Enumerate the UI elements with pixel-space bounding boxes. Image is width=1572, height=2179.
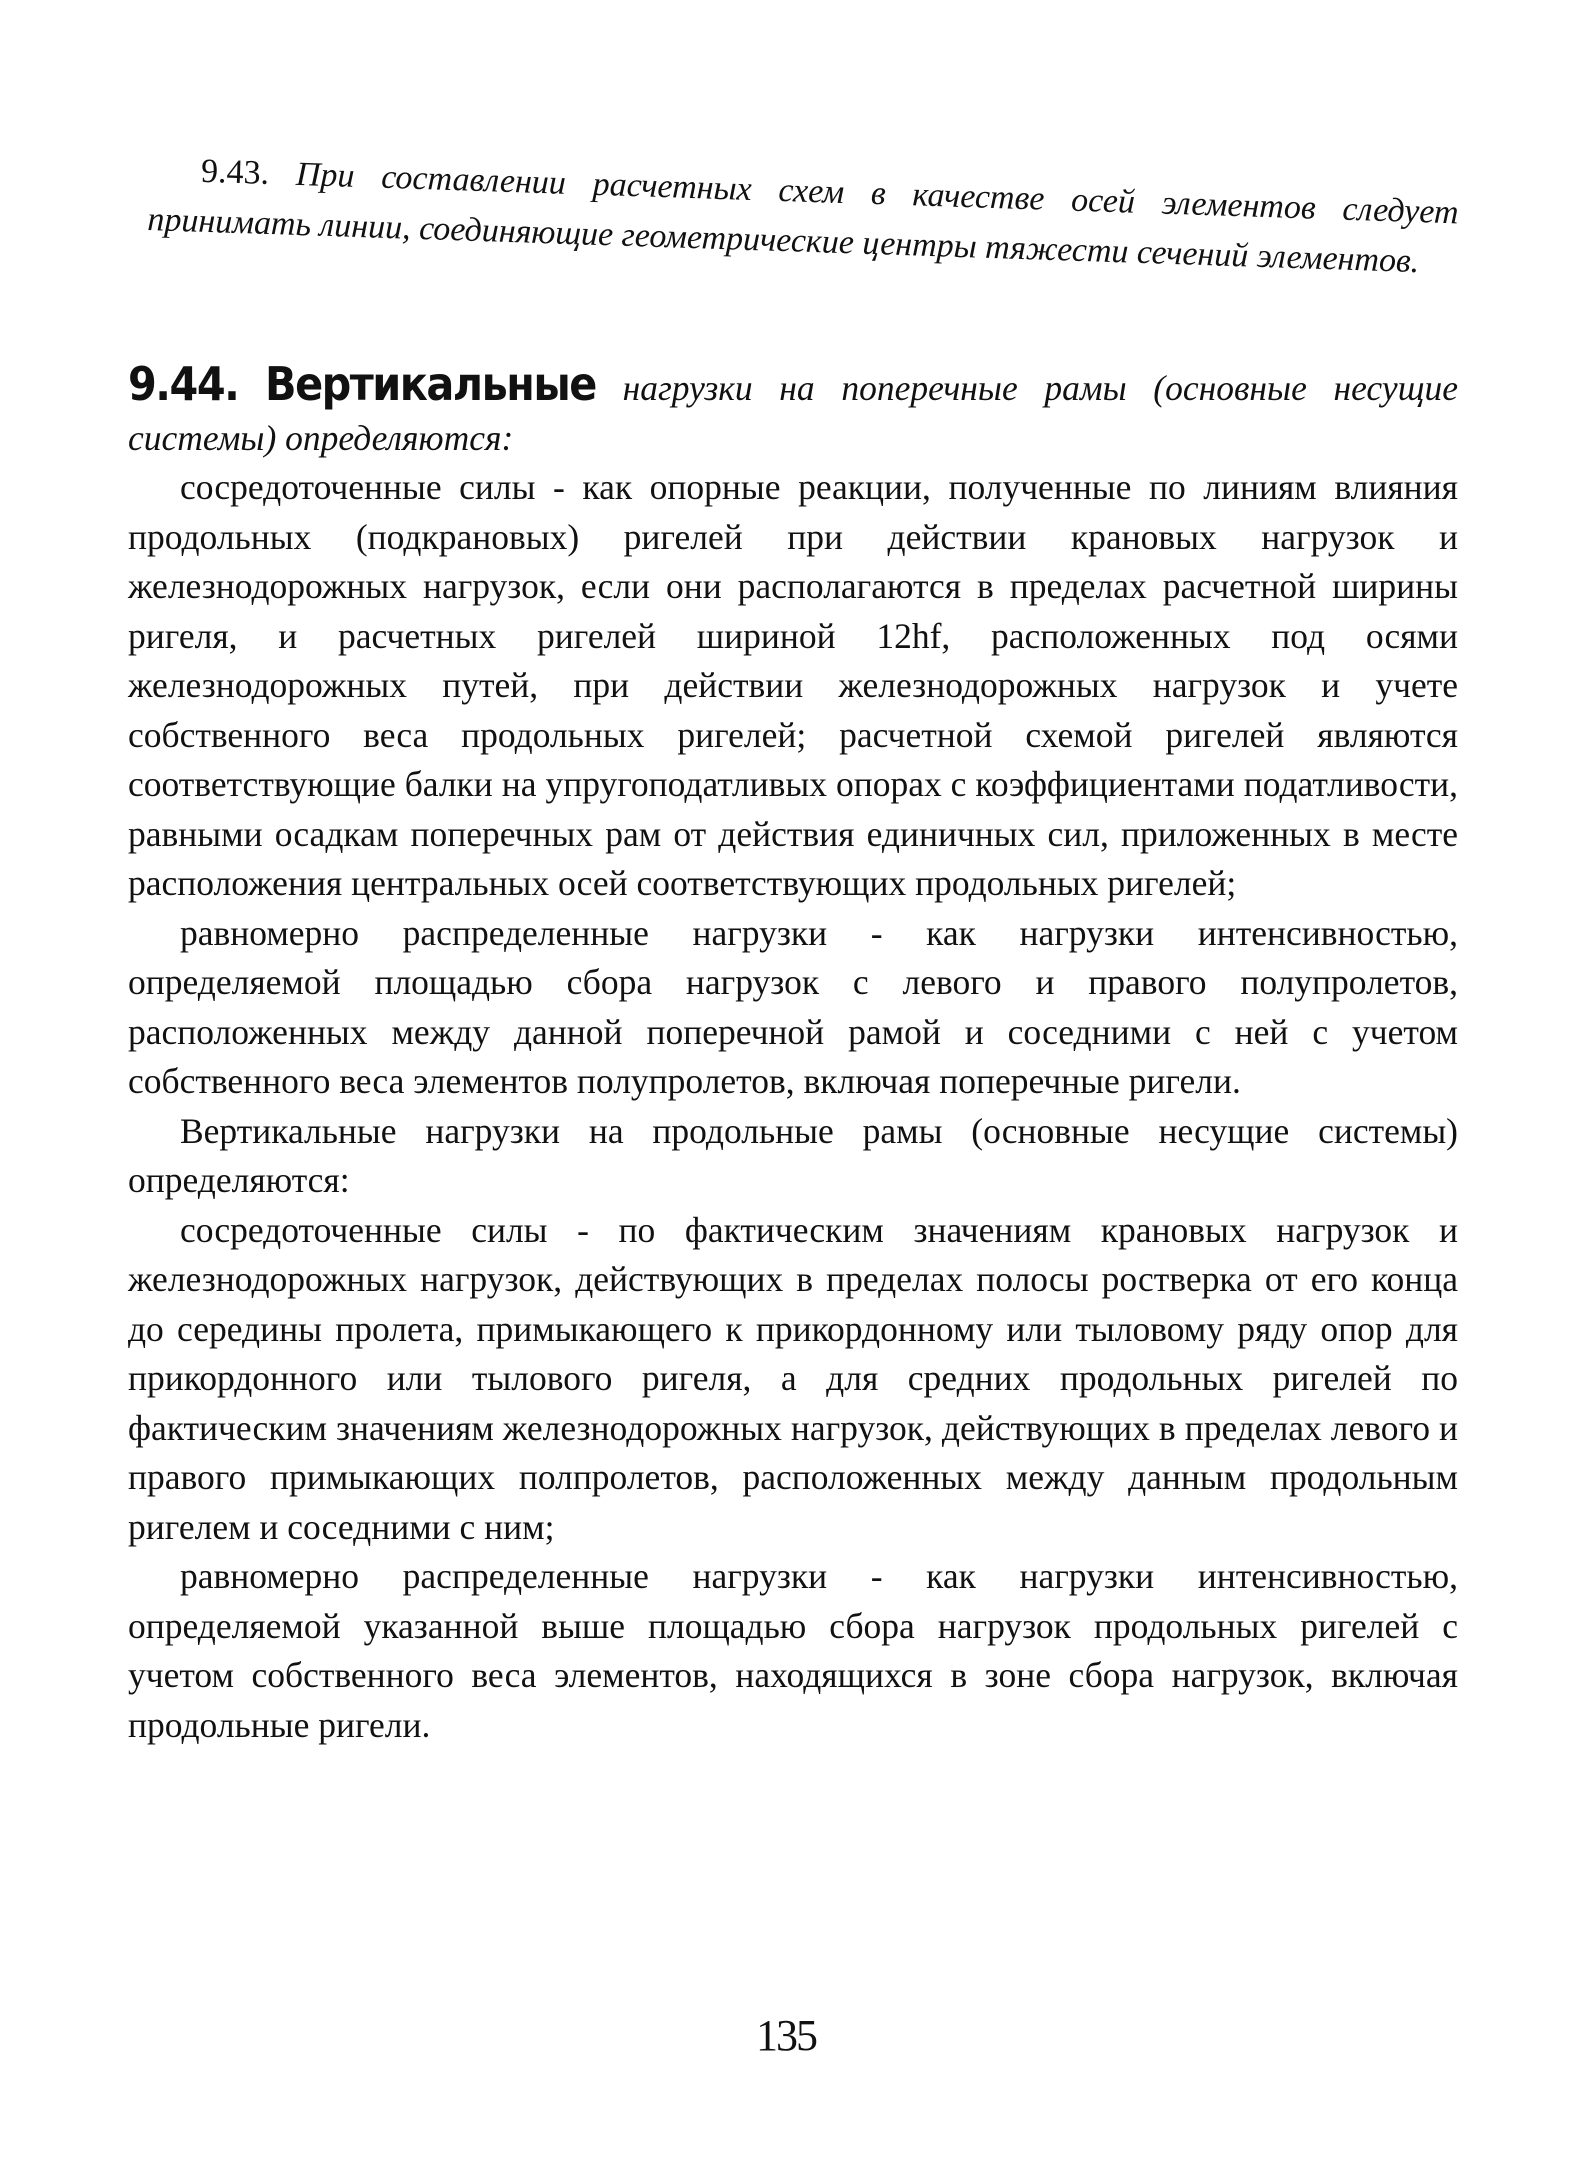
section-9-43-text: При составлении расчетных схем в качестве осей элементов следует принимать линии, соединяющие геометрические центры тяжести сечений элементов. — [146, 155, 1460, 281]
section-9-44-paragraph-5: равномерно распределенные нагрузки - как нагрузки интенсивностью, определяемой указанной выше площадью сбора нагрузок продольных ригелей с учетом собственного веса элементов, находящихся в зоне сбора нагрузок, включая продольные ригели. — [128, 1556, 1458, 1745]
section-9-43-number: 9.43. — [200, 152, 270, 192]
section-9-44-lead — [128, 357, 1458, 463]
section-9-44-paragraph-3: Вертикальные нагрузки на продольные рамы (основные несущие системы) определяются: — [128, 1110, 1458, 1200]
section-9-44-heading-rest: нагрузки на поперечные рамы (основные несущие системы) определяются: — [128, 368, 1458, 458]
section-9-44 — [128, 357, 1458, 1750]
section-9-44-heading-word: Вертикальные — [265, 357, 596, 411]
section-9-44-paragraph-2: равномерно распределенные нагрузки - как нагрузки интенсивностью, определяемой площадью сбора нагрузок с левого и правого полупролетов, расположенных между данной поперечной рамой и соседними с ней с учетом собственного веса элементов полупролетов, включая поперечные ригели. — [128, 912, 1458, 1101]
section-9-43-paragraph — [147, 145, 1460, 288]
section-9-44-number: 9.44. — [128, 357, 239, 411]
section-9-44-paragraph-1: сосредоточенные силы - как опорные реакции, полученные по линиям влияния продольных (подкрановых) ригелей при действии крановых нагрузок и железнодорожных нагрузок, если они располагаются в пределах расчетной ширины ригеля, и расчетных ригелей шириной 12hf, расположенных под осями железнодорожных путей, при действии железнодорожных нагрузок и учете собственного веса продольных ригелей; расчетной схемой ригелей являются соответствующие балки на упругоподатливых опорах с коэффициентами податливости, равными осадкам поперечных рам от действия единичных сил, приложенных в месте расположения центральных осей соответствующих продольных ригелей; — [128, 467, 1458, 903]
section-9-44-paragraph-4: сосредоточенные силы - по фактическим значениям крановых нагрузок и железнодорожных нагрузок, действующих в пределах полосы ростверка от его конца до середины пролета, примыкающего к прикордонному или тыловому ряду опор для прикордонного или тылового ригеля, а для средних продольных ригелей по фактическим значениям железнодорожных нагрузок, действующих в пределах левого и правого примыкающих полпролетов, расположенных между данным продольным ригелем и соседними с ним; — [128, 1209, 1458, 1547]
page-number: 135 — [756, 2011, 816, 2060]
section-9-43 — [147, 145, 1460, 288]
